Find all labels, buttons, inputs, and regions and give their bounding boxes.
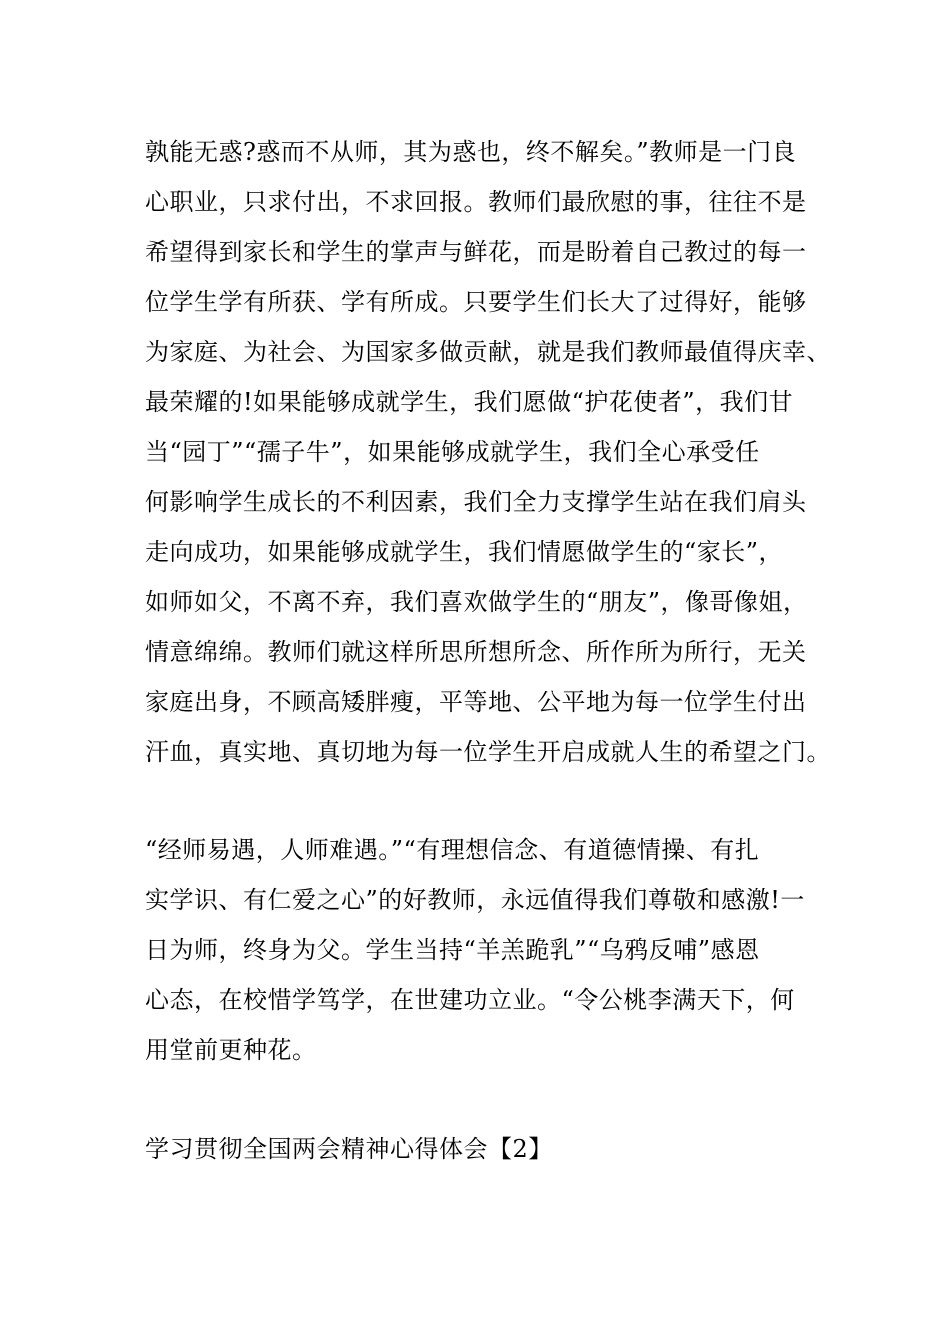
text-line: “经师易遇，人师难遇。”“有理想信念、有道德情操、有扎 [145,836,760,864]
text-line: 走向成功，如果能够成就学生，我们情愿做学生的“家长”， [145,538,784,566]
paragraph-teacher-devotion [145,127,831,777]
text-line: 日为师，终身为父。学生当持“羊羔跪乳”“乌鸦反哺”感恩 [145,936,760,964]
text-line: 实学识、有仁爱之心”的好教师，永远值得我们尊敬和感激!一 [145,886,805,914]
section-title: 学习贯彻全国两会精神心得体会【2】 [145,1135,553,1163]
text-line: 当“园丁”“孺子牛”，如果能够成就学生，我们全心承受任 [145,438,760,466]
text-line: 用堂前更种花。 [145,1036,317,1064]
text-line: 为家庭、为社会、为国家多做贡献，就是我们教师最值得庆幸、 [145,338,831,366]
text-line: 最荣耀的!如果能够成就学生，我们愿做“护花使者”，我们甘 [145,388,794,416]
text-line: 情意绵绵。教师们就这样所思所想所念、所作所为所行，无关 [145,638,807,666]
text-line: 汗血，真实地、真切地为每一位学生开启成就人生的希望之门。 [145,738,831,766]
text-line: 孰能无惑?惑而不从师，其为惑也，终不解矣。”教师是一门良 [145,138,797,166]
text-line: 心态，在校惜学笃学，在世建功立业。“令公桃李满天下，何 [145,986,795,1014]
paragraph-respect-teachers [145,825,825,1075]
text-line: 家庭出身，不顾高矮胖瘦，平等地、公平地为每一位学生付出 [145,688,807,716]
text-line: 何影响学生成长的不利因素，我们全力支撑学生站在我们肩头 [145,488,807,516]
text-line: 心职业，只求付出，不求回报。教师们最欣慰的事，往往不是 [145,188,807,216]
section-heading [145,1124,825,1174]
text-line: 位学生学有所获、学有所成。只要学生们长大了过得好，能够 [145,288,807,316]
text-line: 希望得到家长和学生的掌声与鲜花，而是盼着自己教过的每一 [145,238,807,266]
text-line: 如师如父，不离不弃，我们喜欢做学生的“朋友”，像哥像姐， [145,588,808,616]
